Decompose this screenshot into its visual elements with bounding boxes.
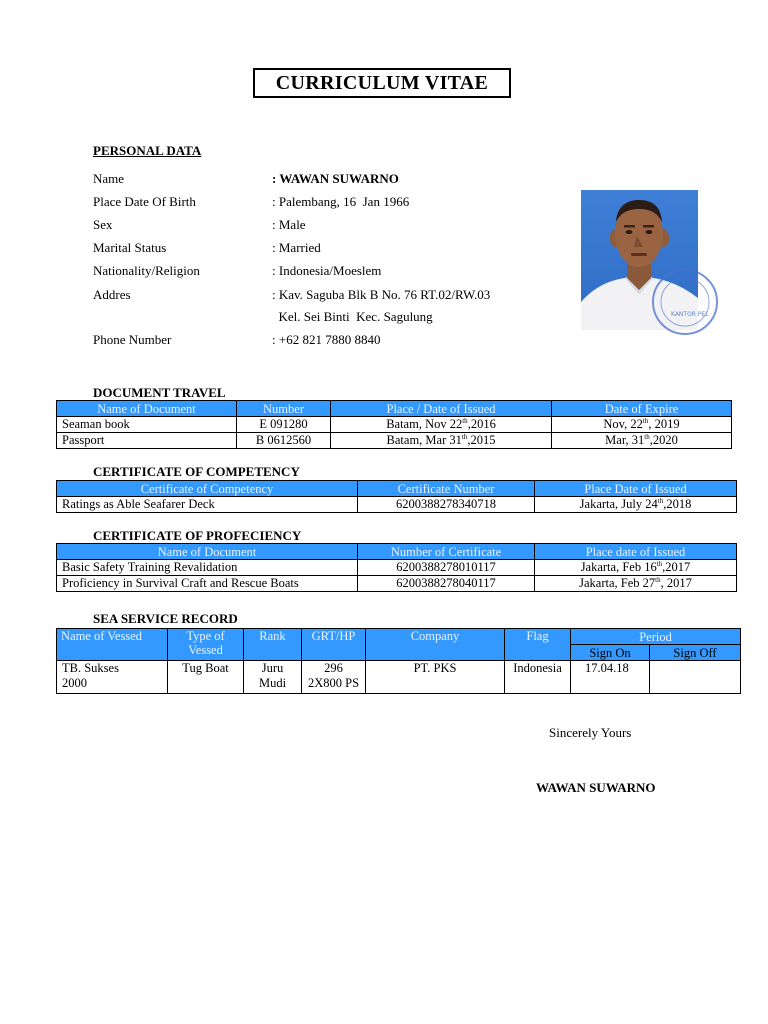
table-header-row [57, 629, 741, 645]
column-header: Name of Vessed [57, 629, 168, 661]
personal-value: : WAWAN SUWARNO [272, 171, 399, 186]
column-header: Flag [505, 629, 571, 661]
table-row [57, 560, 737, 576]
table-cell: Passport [57, 433, 237, 449]
column-header: Certificate Number [358, 481, 535, 497]
competency-heading: CERTIFICATE OF COMPETENCY [93, 464, 300, 479]
personal-label: Sex [93, 217, 113, 232]
table-cell: TB. Sukses 2000 [57, 661, 168, 694]
column-header: GRT/HP [302, 629, 366, 661]
column-header: Name of Document [57, 544, 358, 560]
column-header: Company [366, 629, 505, 661]
personal-label: Addres [93, 287, 131, 302]
personal-value: : Kav. Saguba Blk B No. 76 RT.02/RW.03 [272, 287, 491, 302]
photo-illustration [581, 190, 709, 330]
table-cell: 6200388278340718 [358, 497, 535, 513]
sea-service-heading: SEA SERVICE RECORD [93, 611, 238, 626]
table-header-row [57, 544, 737, 560]
personal-label: Marital Status [93, 240, 167, 255]
table-cell: 6200388278040117 [358, 576, 535, 592]
column-header: Date of Expire [552, 401, 732, 417]
personal-label: Place Date Of Birth [93, 194, 196, 209]
column-header: Certificate of Competency [57, 481, 358, 497]
personal-value: : Married [272, 240, 321, 255]
table-row [57, 661, 741, 694]
column-header: Rank [244, 629, 302, 661]
column-header: Place Date of Issued [535, 481, 737, 497]
table-cell: 296 2X800 PS [302, 661, 366, 694]
competency-table [56, 480, 737, 513]
table-row [57, 433, 732, 449]
signature-name: WAWAN SUWARNO [536, 780, 656, 795]
table-row [57, 417, 732, 433]
column-header: Period [571, 629, 741, 645]
table-cell: Ratings as Able Seafarer Deck [57, 497, 358, 513]
table-cell: Nov, 22th, 2019 [552, 417, 732, 433]
table-cell: PT. PKS [366, 661, 505, 694]
page-title: CURRICULUM VITAE [253, 68, 511, 98]
stamp-text: KANTOR PEL [671, 311, 709, 318]
document-travel-table [56, 400, 732, 449]
column-header: Place date of Issued [535, 544, 737, 560]
proficiency-heading: CERTIFICATE OF PROFECIENCY [93, 528, 302, 543]
table-cell [650, 661, 741, 694]
table-cell: 17.04.18 [571, 661, 650, 694]
table-cell: Seaman book [57, 417, 237, 433]
document-travel-heading: DOCUMENT TRAVEL [93, 385, 226, 400]
personal-label: Nationality/Religion [93, 263, 200, 278]
table-cell: Jakarta, July 24th,2018 [535, 497, 737, 513]
personal-value: : +62 821 7880 8840 [272, 332, 381, 347]
column-header: Number of Certificate [358, 544, 535, 560]
table-header-row [57, 401, 732, 417]
column-header: Number [237, 401, 331, 417]
table-cell: Batam, Mar 31th,2015 [331, 433, 552, 449]
table-cell: Jakarta, Feb 16th,2017 [535, 560, 737, 576]
table-cell: Jakarta, Feb 27th, 2017 [535, 576, 737, 592]
column-header: Type of Vessed [168, 629, 244, 661]
personal-value: Kel. Sei Binti Kec. Sagulung [272, 309, 433, 324]
personal-value: : Palembang, 16 Jan 1966 [272, 194, 410, 209]
personal-data-heading: PERSONAL DATA [93, 143, 202, 158]
table-row [57, 497, 737, 513]
column-header: Sign Off [650, 645, 741, 661]
table-cell: Batam, Nov 22th,2016 [331, 417, 552, 433]
personal-value: : Male [272, 217, 306, 232]
table-cell: Indonesia [505, 661, 571, 694]
personal-label: Phone Number [93, 332, 172, 347]
personal-label: Name [93, 171, 125, 186]
table-row [57, 576, 737, 592]
personal-value: : Indonesia/Moeslem [272, 263, 382, 278]
table-cell: E 091280 [237, 417, 331, 433]
profile-photo [581, 190, 709, 330]
table-cell: Proficiency in Survival Craft and Rescue Boats [57, 576, 358, 592]
table-cell: 6200388278010117 [358, 560, 535, 576]
table-cell: Mar, 31th,2020 [552, 433, 732, 449]
column-header: Place / Date of Issued [331, 401, 552, 417]
column-header: Name of Document [57, 401, 237, 417]
column-header: Sign On [571, 645, 650, 661]
table-cell: B 0612560 [237, 433, 331, 449]
table-cell: Basic Safety Training Revalidation [57, 560, 358, 576]
table-cell: Tug Boat [168, 661, 244, 694]
closing-regards: Sincerely Yours [549, 725, 632, 740]
table-cell: Juru Mudi [244, 661, 302, 694]
proficiency-table [56, 543, 737, 592]
table-header-row [57, 481, 737, 497]
sea-service-table [56, 628, 741, 694]
